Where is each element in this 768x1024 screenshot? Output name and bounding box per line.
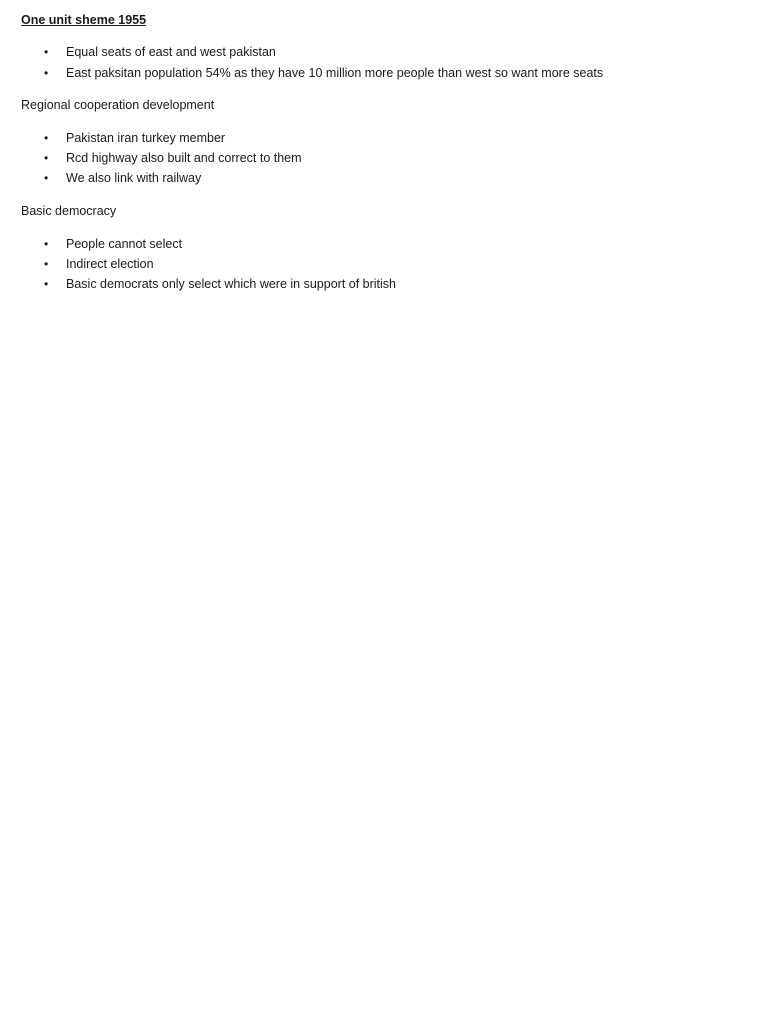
- list-item-text: Pakistan iran turkey member: [66, 131, 226, 145]
- list-item: [44, 44, 276, 60]
- list-item-text: Indirect election: [66, 257, 154, 271]
- section-heading-one-unit-scheme: One unit sheme 1955: [21, 13, 147, 27]
- bullet-icon: •: [44, 237, 49, 251]
- bullet-icon: •: [44, 45, 49, 59]
- list-item-text: We also link with railway: [66, 171, 202, 185]
- list-item: [44, 150, 302, 166]
- list-item: [44, 236, 182, 252]
- bullet-icon: •: [44, 277, 49, 291]
- list-item-text: Basic democrats only select which were in support of british: [66, 277, 397, 291]
- list-item-text: Rcd highway also built and correct to them: [66, 151, 302, 165]
- list-item: [44, 130, 225, 146]
- bullet-icon: •: [44, 257, 49, 271]
- bullet-icon: •: [44, 171, 49, 185]
- bullet-icon: •: [44, 131, 49, 145]
- list-item: [44, 256, 154, 272]
- section-heading-basic-democracy: Basic democracy: [21, 204, 117, 218]
- list-item: [44, 276, 396, 292]
- list-item-text: People cannot select: [66, 237, 183, 251]
- list-item-text: Equal seats of east and west pakistan: [66, 45, 276, 59]
- list-item: [44, 170, 201, 186]
- bullet-icon: •: [44, 66, 49, 80]
- bullet-icon: •: [44, 151, 49, 165]
- list-item: [44, 65, 603, 81]
- list-item-text: East paksitan population 54% as they have 10 million more people than west so want more seats: [66, 66, 604, 80]
- section-heading-regional-cooperation: Regional cooperation development: [21, 98, 215, 112]
